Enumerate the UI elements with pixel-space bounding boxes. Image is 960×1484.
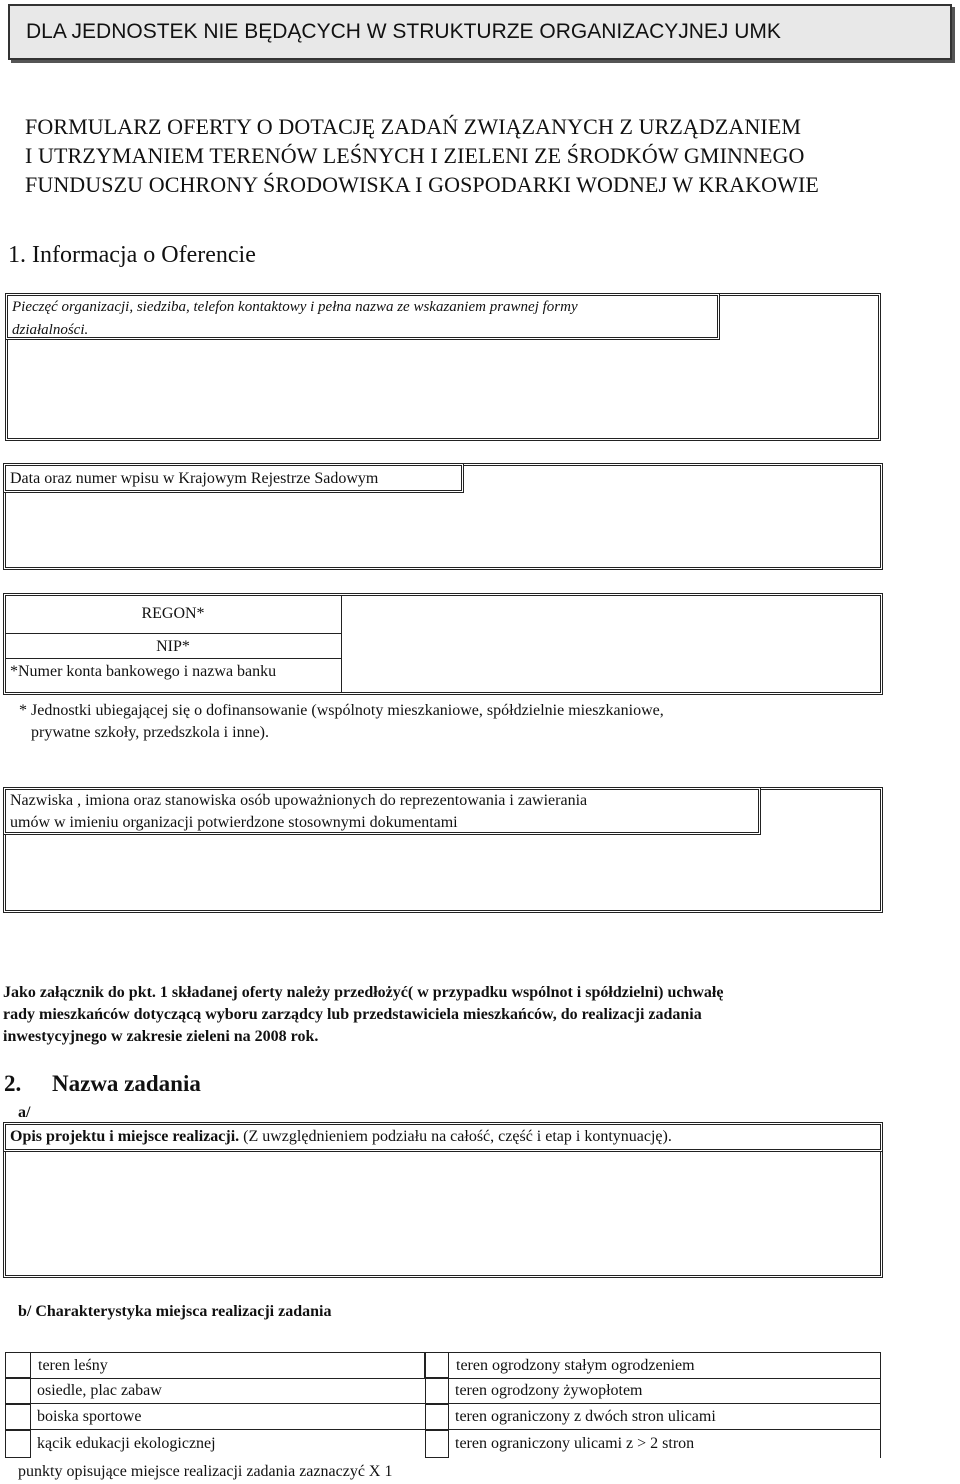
title-line: I UTRZYMANIEM TERENÓW LEŚNYCH I ZIELENI ZE ŚRODKÓW GMINNEGO <box>25 143 805 168</box>
option-checkbox[interactable] <box>5 1352 31 1378</box>
nip-label: NIP* <box>156 638 190 655</box>
location-options-table <box>5 1352 881 1458</box>
stamp-label-line: działalności. <box>12 322 89 338</box>
regon-row-line <box>5 633 341 634</box>
stamp-label-line: Pieczęć organizacji, siedziba, telefon kontaktowy i pełna nazwa ze wskazaniem prawnej formy <box>12 299 578 315</box>
title-line: FUNDUSZU OCHRONY ŚRODOWISKA I GOSPODARKI WODNEJ W KRAKOWIE <box>25 172 819 197</box>
option-label: teren ogrodzony żywopłotem <box>448 1379 881 1404</box>
representatives-label-line: Nazwiska , imiona oraz stanowiska osób upoważnionych do reprezentowania i zawierania <box>10 792 588 809</box>
form-title <box>25 112 819 199</box>
representatives-label <box>10 790 587 834</box>
section2-number: 2. <box>4 1071 22 1096</box>
footnote <box>19 700 664 744</box>
option-label: boiska sportowe <box>30 1404 425 1430</box>
option-label: teren ogrodzony stałym ogrodzeniem <box>448 1352 881 1379</box>
option-label: teren leśny <box>30 1352 425 1379</box>
description-label-bold: Opis projektu i miejsce realizacji. <box>10 1128 240 1145</box>
option-checkbox[interactable] <box>425 1352 449 1378</box>
representatives-label-line: umów w imieniu organizacji potwierdzone stosownymi dokumentami <box>10 814 458 831</box>
attachment-line: inwestycyjnego w zakresie zieleni na 2008 rok. <box>3 1028 319 1045</box>
option-checkbox[interactable] <box>425 1404 449 1430</box>
section2-sub-b: b/ Charakterystyka miejsca realizacji zadania <box>18 1303 332 1320</box>
document-header: DLA JEDNOSTEK NIE BĘDĄCYCH W STRUKTURZE ORGANIZACYJNEJ UMK <box>8 4 952 60</box>
option-checkbox[interactable] <box>5 1404 31 1430</box>
attachment-line: Jako załącznik do pkt. 1 składanej oferty należy przedłożyć( w przypadku wspólnot i spółdzielni) uchwałę <box>3 984 724 1001</box>
stamp-label <box>12 296 578 342</box>
option-checkbox[interactable] <box>425 1430 449 1458</box>
title-line: FORMULARZ OFERTY O DOTACJĘ ZADAŃ ZWIĄZANYCH Z URZĄDZANIEM <box>25 114 802 139</box>
attachment-line: rady mieszkańców dotyczącą wyboru zarządcy lub przedstawiciela mieszkańców, do realizacji zadania <box>3 1006 702 1023</box>
option-label: teren ograniczony ulicami z > 2 stron <box>448 1430 881 1458</box>
attachment-note <box>3 982 883 1048</box>
krs-label: Data oraz numer wpisu w Krajowym Rejestrze Sadowym <box>10 470 379 487</box>
regon-divider <box>341 595 342 693</box>
description-label <box>10 1126 672 1148</box>
option-label: osiedle, plac zabaw <box>30 1379 425 1404</box>
bank-label: *Numer konta bankowego i nazwa banku <box>10 663 277 680</box>
description-label-rest: (Z uwzględnieniem podziału na całość, część i etap i kontynuację). <box>239 1128 672 1145</box>
regon-label: REGON* <box>141 605 205 622</box>
section2-sub-a: a/ <box>18 1104 31 1121</box>
option-label: teren ograniczony z dwóch stron ulicami <box>448 1404 881 1430</box>
option-checkbox[interactable] <box>5 1378 31 1404</box>
nip-row-line <box>5 658 341 659</box>
option-checkbox[interactable] <box>5 1430 31 1458</box>
footer-note: punkty opisujące miejsce realizacji zadania zaznaczyć X 1 <box>18 1463 393 1480</box>
section1-heading: 1. Informacja o Oferencie <box>8 242 256 268</box>
footnote-line: * Jednostki ubiegającej się o dofinansowanie (wspólnoty mieszkaniowe, spółdzielnie mieszkaniowe, <box>19 702 664 719</box>
option-checkbox[interactable] <box>425 1378 449 1404</box>
footnote-line: prywatne szkoły, przedszkola i inne). <box>31 724 269 741</box>
option-label: kącik edukacji ekologicznej <box>37 1435 216 1452</box>
section2-heading: Nazwa zadania <box>52 1071 201 1096</box>
